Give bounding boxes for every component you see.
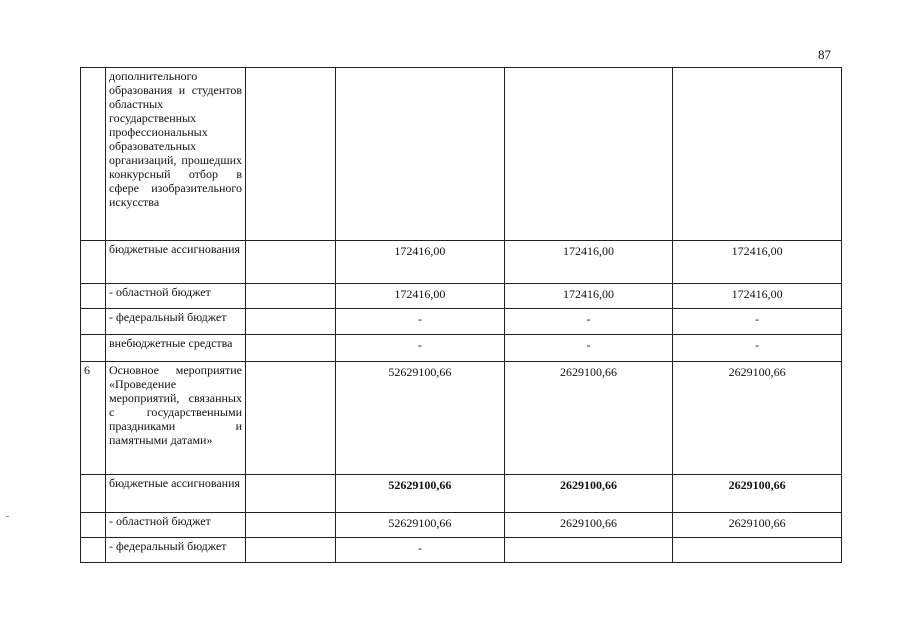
table-row [81, 68, 842, 241]
row-name: - областной бюджет [106, 513, 246, 538]
value-cell: - [336, 309, 505, 335]
row-number [81, 538, 106, 563]
value-cell: 52629100,66 [336, 362, 505, 475]
row-name: - областной бюджет [106, 284, 246, 309]
row-name: дополнительного образования и студентов областных государственных профессиональных образовательных организаций, прошедших конкурсный отбор в сфере изобразительного искусства [106, 68, 246, 241]
table-row [81, 241, 842, 284]
table-row [81, 475, 842, 513]
row-number [81, 475, 106, 513]
row-name: - федеральный бюджет [106, 538, 246, 563]
row-number [81, 241, 106, 284]
row-number: 6 [81, 362, 106, 475]
table-row [81, 284, 842, 309]
value-cell [673, 538, 842, 563]
value-cell: 2629100,66 [673, 362, 842, 475]
empty-cell [246, 335, 336, 362]
value-cell: 172416,00 [673, 241, 842, 284]
value-cell: - [336, 538, 505, 563]
scan-mark [6, 516, 9, 517]
value-cell: 172416,00 [336, 241, 505, 284]
value-cell: - [336, 335, 505, 362]
value-cell: - [673, 335, 842, 362]
row-number [81, 513, 106, 538]
row-name: бюджетные ассигнования [106, 241, 246, 284]
value-cell: 52629100,66 [336, 475, 505, 513]
value-cell [504, 68, 673, 241]
table-row [81, 538, 842, 563]
value-cell [336, 68, 505, 241]
value-cell: 2629100,66 [504, 513, 673, 538]
empty-cell [246, 513, 336, 538]
row-number [81, 284, 106, 309]
row-number [81, 309, 106, 335]
value-cell: 2629100,66 [673, 513, 842, 538]
table-row [81, 362, 842, 475]
value-cell: 2629100,66 [504, 362, 673, 475]
empty-cell [246, 309, 336, 335]
table-row [81, 513, 842, 538]
table-row [81, 309, 842, 335]
row-name: внебюджетные средства [106, 335, 246, 362]
value-cell: 172416,00 [504, 284, 673, 309]
row-name: - федеральный бюджет [106, 309, 246, 335]
value-cell: 172416,00 [504, 241, 673, 284]
row-name: бюджетные ассигнования [106, 475, 246, 513]
value-cell: 2629100,66 [504, 475, 673, 513]
empty-cell [246, 475, 336, 513]
value-cell: 172416,00 [336, 284, 505, 309]
value-cell: 172416,00 [673, 284, 842, 309]
empty-cell [246, 284, 336, 309]
empty-cell [246, 362, 336, 475]
value-cell [504, 538, 673, 563]
value-cell: 2629100,66 [673, 475, 842, 513]
value-cell: - [504, 309, 673, 335]
value-cell [673, 68, 842, 241]
value-cell: - [504, 335, 673, 362]
table-row [81, 335, 842, 362]
empty-cell [246, 538, 336, 563]
value-cell: 52629100,66 [336, 513, 505, 538]
row-number [81, 68, 106, 241]
empty-cell [246, 241, 336, 284]
row-name: Основное мероприятие «Проведение мероприятий, связанных с государственными праздниками и памятными датами» [106, 362, 246, 475]
empty-cell [246, 68, 336, 241]
page-number: 87 [818, 47, 831, 62]
row-number [81, 335, 106, 362]
value-cell: - [673, 309, 842, 335]
budget-table [80, 67, 842, 563]
